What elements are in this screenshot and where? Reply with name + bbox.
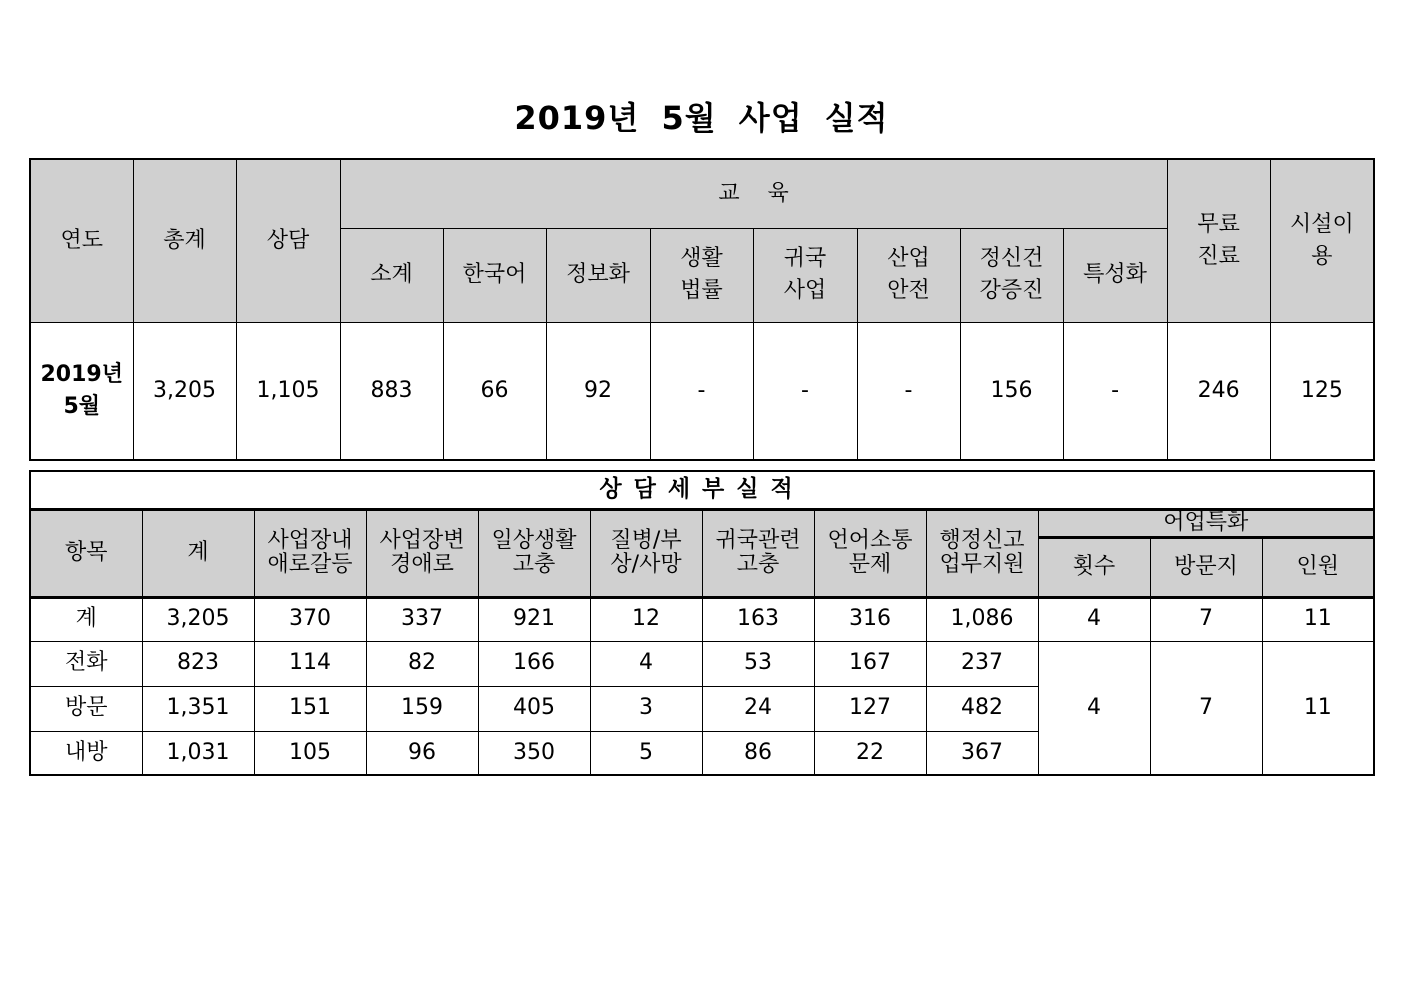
cell-value: 167 xyxy=(814,641,926,686)
header-special: 특성화 xyxy=(1063,228,1167,322)
header-industry: 산업 안전 xyxy=(857,228,960,322)
cell-value: 921 xyxy=(478,597,590,641)
header-korean: 한국어 xyxy=(443,228,546,322)
cell-value: 1,031 xyxy=(142,731,254,775)
cell-value: 82 xyxy=(366,641,478,686)
cell-year: 2019년 5월 xyxy=(30,322,133,460)
cell-value: 237 xyxy=(926,641,1038,686)
cell-value: 316 xyxy=(814,597,926,641)
cell-value: 86 xyxy=(702,731,814,775)
cell-visits: 7 xyxy=(1150,597,1262,641)
cell-value: 370 xyxy=(254,597,366,641)
header-visits: 방문지 xyxy=(1150,537,1262,597)
cell-visits-merged: 7 xyxy=(1150,641,1262,775)
cell-value: 823 xyxy=(142,641,254,686)
row-label: 방문 xyxy=(30,686,142,731)
cell-counsel: 1,105 xyxy=(236,322,340,460)
page-title: 2019년 5월 사업 실적 xyxy=(514,99,889,137)
cell-special: - xyxy=(1063,322,1167,460)
cell-people-merged: 11 xyxy=(1262,641,1374,775)
cell-value: 5 xyxy=(590,731,702,775)
cell-value: 4 xyxy=(590,641,702,686)
cell-value: 3,205 xyxy=(142,597,254,641)
cell-times: 4 xyxy=(1038,597,1150,641)
table-row xyxy=(30,641,1374,686)
detail-subtitle: 상담세부실적 xyxy=(30,471,1374,509)
cell-value: 3 xyxy=(590,686,702,731)
header-daily-life: 일상생활 고충 xyxy=(478,509,590,597)
header-return: 귀국 사업 xyxy=(753,228,857,322)
header-fishery: 어업특화 xyxy=(1038,509,1374,537)
row-label: 내방 xyxy=(30,731,142,775)
cell-value: 1,086 xyxy=(926,597,1038,641)
cell-value: 482 xyxy=(926,686,1038,731)
cell-facility: 125 xyxy=(1270,322,1374,460)
header-informatization: 정보화 xyxy=(546,228,650,322)
header-workplace-change: 사업장변 경애로 xyxy=(366,509,478,597)
summary-table xyxy=(29,158,1375,461)
header-workplace-conflict: 사업장내 애로갈등 xyxy=(254,509,366,597)
cell-value: 367 xyxy=(926,731,1038,775)
header-counsel: 상담 xyxy=(236,159,340,322)
cell-value: 12 xyxy=(590,597,702,641)
cell-value: 350 xyxy=(478,731,590,775)
header-mental: 정신건 강증진 xyxy=(960,228,1063,322)
cell-value: 166 xyxy=(478,641,590,686)
header-illness: 질병/부 상/사망 xyxy=(590,509,702,597)
cell-free-clinic: 246 xyxy=(1167,322,1270,460)
header-item: 항목 xyxy=(30,509,142,597)
cell-edu-subtotal: 883 xyxy=(340,322,443,460)
header-language: 언어소통 문제 xyxy=(814,509,926,597)
row-label: 계 xyxy=(30,597,142,641)
cell-mental: 156 xyxy=(960,322,1063,460)
cell-people: 11 xyxy=(1262,597,1374,641)
cell-value: 159 xyxy=(366,686,478,731)
header-return-related: 귀국관련 고충 xyxy=(702,509,814,597)
header-people: 인원 xyxy=(1262,537,1374,597)
cell-value: 24 xyxy=(702,686,814,731)
row-label: 전화 xyxy=(30,641,142,686)
cell-value: 114 xyxy=(254,641,366,686)
header-year: 연도 xyxy=(30,159,133,322)
header-sum: 계 xyxy=(142,509,254,597)
detail-table xyxy=(29,470,1375,776)
cell-korean: 66 xyxy=(443,322,546,460)
cell-return: - xyxy=(753,322,857,460)
cell-value: 337 xyxy=(366,597,478,641)
header-times: 횟수 xyxy=(1038,537,1150,597)
header-life-law: 생활 법률 xyxy=(650,228,753,322)
cell-value: 163 xyxy=(702,597,814,641)
header-free-clinic: 무료 진료 xyxy=(1167,159,1270,322)
summary-row xyxy=(30,322,1374,460)
cell-life-law: - xyxy=(650,322,753,460)
cell-value: 127 xyxy=(814,686,926,731)
cell-times-merged: 4 xyxy=(1038,641,1150,775)
header-facility: 시설이 용 xyxy=(1270,159,1374,322)
cell-value: 151 xyxy=(254,686,366,731)
cell-value: 22 xyxy=(814,731,926,775)
cell-value: 1,351 xyxy=(142,686,254,731)
cell-industry: - xyxy=(857,322,960,460)
cell-informatization: 92 xyxy=(546,322,650,460)
header-edu-subtotal: 소계 xyxy=(340,228,443,322)
header-admin: 행정신고 업무지원 xyxy=(926,509,1038,597)
cell-value: 53 xyxy=(702,641,814,686)
header-total: 총계 xyxy=(133,159,236,322)
cell-value: 105 xyxy=(254,731,366,775)
table-row xyxy=(30,597,1374,641)
header-education: 교 육 xyxy=(340,159,1167,228)
cell-value: 96 xyxy=(366,731,478,775)
cell-total: 3,205 xyxy=(133,322,236,460)
cell-value: 405 xyxy=(478,686,590,731)
